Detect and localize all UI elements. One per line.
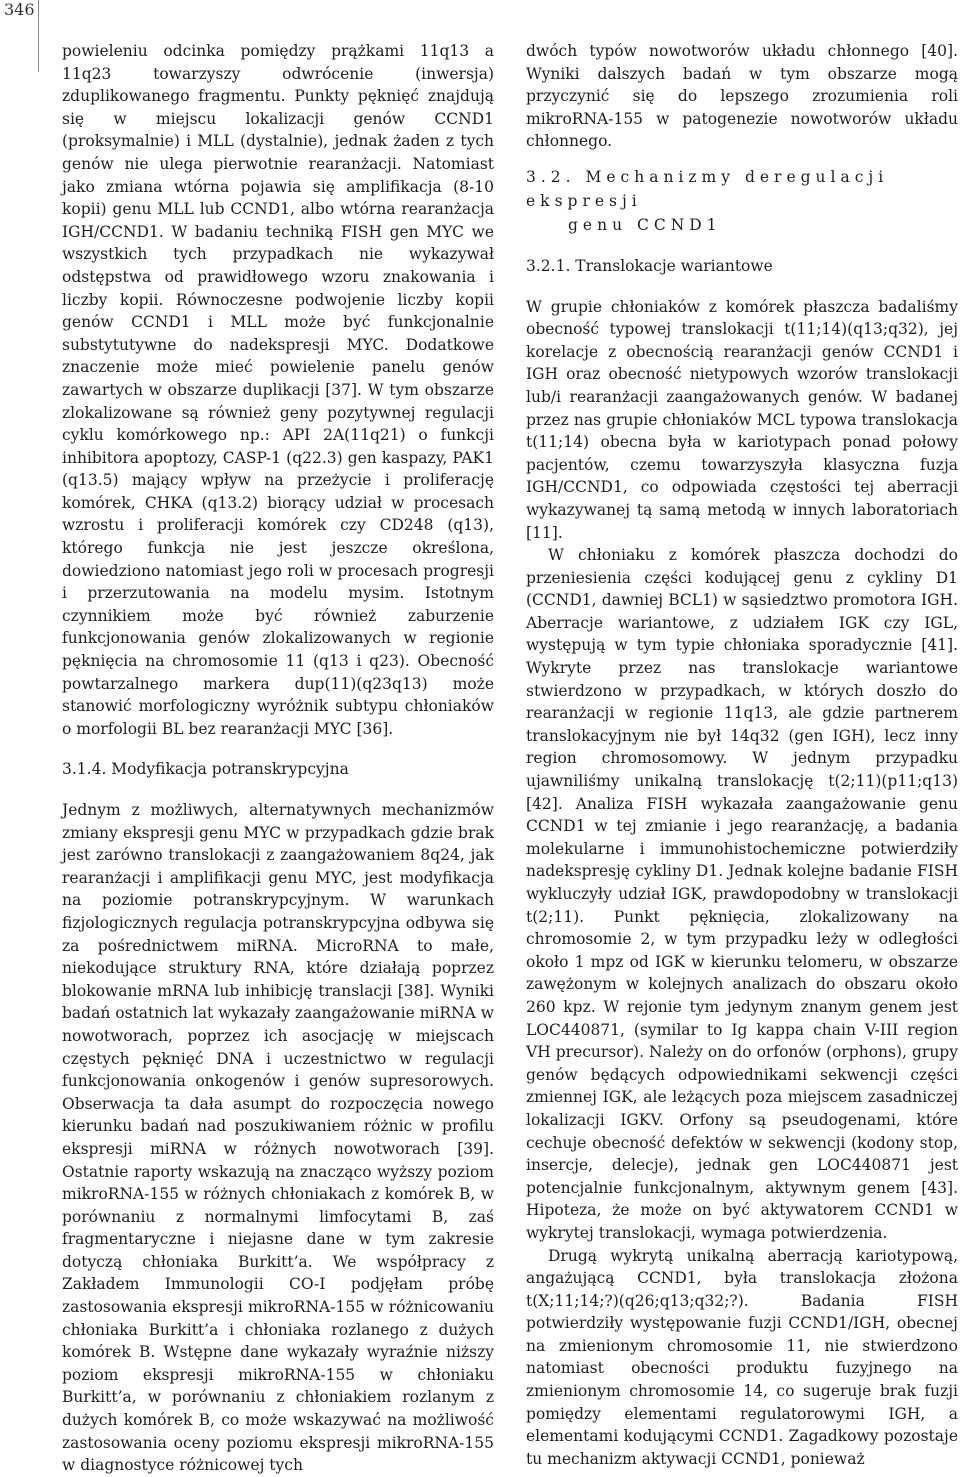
section-heading-3-2-1: 3.2.1. Translokacje wariantowe — [526, 256, 773, 275]
paragraph: Jednym z możliwych, alternatywnych mechanizmów zmiany ekspresji genu MYC w przypadkach gdzie brak jest zarówno translokacji z zaangażowaniem 8q24, jak rearanżacji i amplifikacji genu MYC, jest modyfikacja na poziomie potranskrypcyjnym. W warunkach fizjologicznych regulacja potranskrypcyjna odbywa się za pośrednictwem miRNA. MicroRNA to małe, niekodujące struktury RNA, które działają poprzez blokowanie mRNA lub inhibicję translacji [38]. Wyniki badań ostatnich lat wykazały zaangażowanie miRNA w nowotworach, poprzez ich asocjację w miejscach częstych pęknięć DNA i uczestnictwo w regulacji funkcjonowania onkogenów i genów supresorowych. Obserwacja ta dała asumpt do rozpoczęcia nowego kierunku badań nad poszukiwaniem różnic w profilu ekspresji miRNA w różnych nowotworach [39]. Ostatnie raporty wskazują na znacząco wyższy poziom mikroRNA-155 w różnych chłoniakach z komórek B, w porównaniu z normalnymi limfocytami B, zaś fragmentaryczne i niejasne dane w tym zakresie dotyczą chłoniaka Burkitt’a. We współpracy z Zakładem Immunologii CO-I podjęłam próbę zastosowania ekspresji mikroRNA-155 w różnicowaniu chłoniaka Burkitt’a i chłoniaka rozlanego z dużych komórek B. Wstępne dane wykazały wyraźnie niższy poziom ekspresji mikroRNA-155 w chłoniaku Burkitt’a, w porównaniu z chłoniakiem rozlanym z dużych komórek B, co może wskazywać na możliwość zastosowania oceny poziomu ekspresji mikroRNA-155 w diagnostyce różnicowej tych — [62, 801, 494, 1475]
section-heading-3-2-line1: 3.2. Mechanizmy deregulacji ekspresji — [526, 167, 889, 210]
section-heading-3-2-line2: genu CCND1 — [568, 215, 722, 234]
right-column — [526, 40, 958, 1470]
paragraph: W chłoniaku z komórek płaszcza dochodzi do przeniesienia części kodującej genu z cykliny D1 (CCND1, dawniej BCL1) w sąsiedztwo promotora IGH. Aberracje wariantowe, z udziałem IGK czy IGL, występują w tym typie chłoniaka sporadycznie [41]. Wykryte przez nas translokacje wariantowe stwierdzono w przypadkach, w których doszło do rearanżacji w regionie 11q13, ale gdzie partnerem translokacyjnym nie był 14q32 (gen IGH), lecz inny region chromosomowy. W jednym przypadku ujawniliśmy unikalną translokację t(2;11)(p11;q13) [42]. Analiza FISH wykazała zaangażowanie genu CCND1 w tej zmianie i jego rearanżację, a badania molekularne i immunohistochemiczne potwierdziły nadekspresję cykliny D1. Jednak kolejne badanie FISH wykluczyły udział IGK, prawdopodobny w translokacji t(2;11). Punkt pęknięcia, zlokalizowany na chromosomie 2, w tym przypadku leży w odległości około 1 mpz od IGK w kierunku telomeru, w obszarze zawężonym w kolejnych analizach do obszaru około 260 kpz. W rejonie tym jedynym znanym genem jest LOC440871, (symilar to Ig kappa chain V-III region VH precursor). Należy on do orfonów (orphons), grupy genów będących odpowiednikami sekwencji części zmiennej IGK, ale leżących poza miejscem zasadniczej lokalizacji IGKV. Orfony są pseudogenami, które cechuje obecność defektów w sekwencji (kodony stop, insercje, delecje), jednak gen LOC440871 jest potencjalnie funkcjonalnym, aktywnym genem [43]. Hipoteza, że może on być aktywatorem CCND1 w wykrytej translokacji, wymaga potwierdzenia. — [526, 546, 958, 1242]
section-heading-3-2 — [526, 165, 958, 237]
section-heading-3-1-4: 3.1.4. Modyfikacja potranskrypcyjna — [62, 760, 349, 779]
left-column — [62, 40, 494, 1477]
paragraph: Drugą wykrytą unikalną aberracją kariotypową, angażującą CCND1, była translokacja złożona t(X;11;14;?)(q26;q13;q32;?). Badania FISH potwierdziły występowanie fuzji CCND1/IGH, obecnej na zmienionym chromosomie 11, nie stwierdzono natomiast obecności produktu fuzyjnego na zmienionym chromosomie 14, co sugeruje brak fuzji pomiędzy elementami regulatorowymi IGH, a elementami kodującymi CCND1. Zagadkowy pozostaje tu mechanizm aktywacji CCND1, ponieważ — [526, 1246, 958, 1468]
paragraph: dwóch typów nowotworów układu chłonnego [40]. Wyniki dalszych badań w tym obszarze mogą przyczynić się do lepszego zrozumienia roli mikroRNA-155 w patogenezie nowotworów układu chłonnego. — [526, 42, 958, 151]
paragraph: powieleniu odcinka pomiędzy prążkami 11q13 a 11q23 towarzyszy odwrócenie (inwersja) zduplikowanego fragmentu. Punkty pęknięć znajdują się w miejscu lokalizacji genów CCND1 (proksymalnie) i MLL (dystalnie), jednak żaden z tych genów nie ulega pierwotnie rearanżacji. Natomiast jako zmiana wtórna pojawia się amplifikacja (8-10 kopii) genu MLL lub CCND1, albo wtórna rearanżacja IGH/CCND1. W badaniu techniką FISH gen MYC we wszystkich tych przypadkach nie wykazywał odstępstwa od prawidłowego wzoru znakowania i liczby kopii. Równoczesne podwojenie liczby kopii genów CCND1 i MLL może być funkcjonalnie substytutywne do nadekspresji MYC. Dodatkowe znaczenie może mieć powielenie panelu genów zawartych w obszarze duplikacji [37]. W tym obszarze zlokalizowane są również geny pozytywnej regulacji cyklu komórkowego np.: API 2A(11q21) o funkcji inhibitora apoptozy, CASP-1 (q22.3) gen kaspazy, PAK1 (q13.5) mający wpływ na przeżycie i proliferację komórek, CHKA (q13.2) biorący udział w procesach wzrostu i proliferacji komórek czy CD248 (q13), którego funkcja nie jest jeszcze określona, dowiedziono natomiast jego roli w procesach progresji i przerzutowania na modelu mysim. Istotnym czynnikiem może być również zaburzenie funkcjonowania genów zlokalizowanych w regionie pęknięcia na chromosomie 11 (q13 i q23). Obecność powtarzalnego markera dup(11)(q23q13) może stanowić morfologiczny wyróżnik subtypu chłoniaków o morfologii BL bez rearanżacji MYC [36]. — [62, 42, 494, 738]
margin-rule — [38, 0, 39, 72]
paragraph: W grupie chłoniaków z komórek płaszcza badaliśmy obecność typowej translokacji t(11;14)(q13;q32), jej korelacje z obecnością rearanżacji genów CCND1 i IGH oraz obecność nietypowych wzorów translokacji lub/i rearanżacji zaangażowanych genów. W badanej przez nas grupie chłoniaków MCL typowa translokacja t(11;14) obecna była w kariotypach ponad połowy pacjentów, czemu towarzyszyła klasyczna fuzja IGH/CCND1, co odpowiada częstości tej aberracji wykazywanej tą samą metodą w innych laboratoriach [11]. — [526, 297, 958, 542]
page-number: 346 — [4, 0, 35, 19]
